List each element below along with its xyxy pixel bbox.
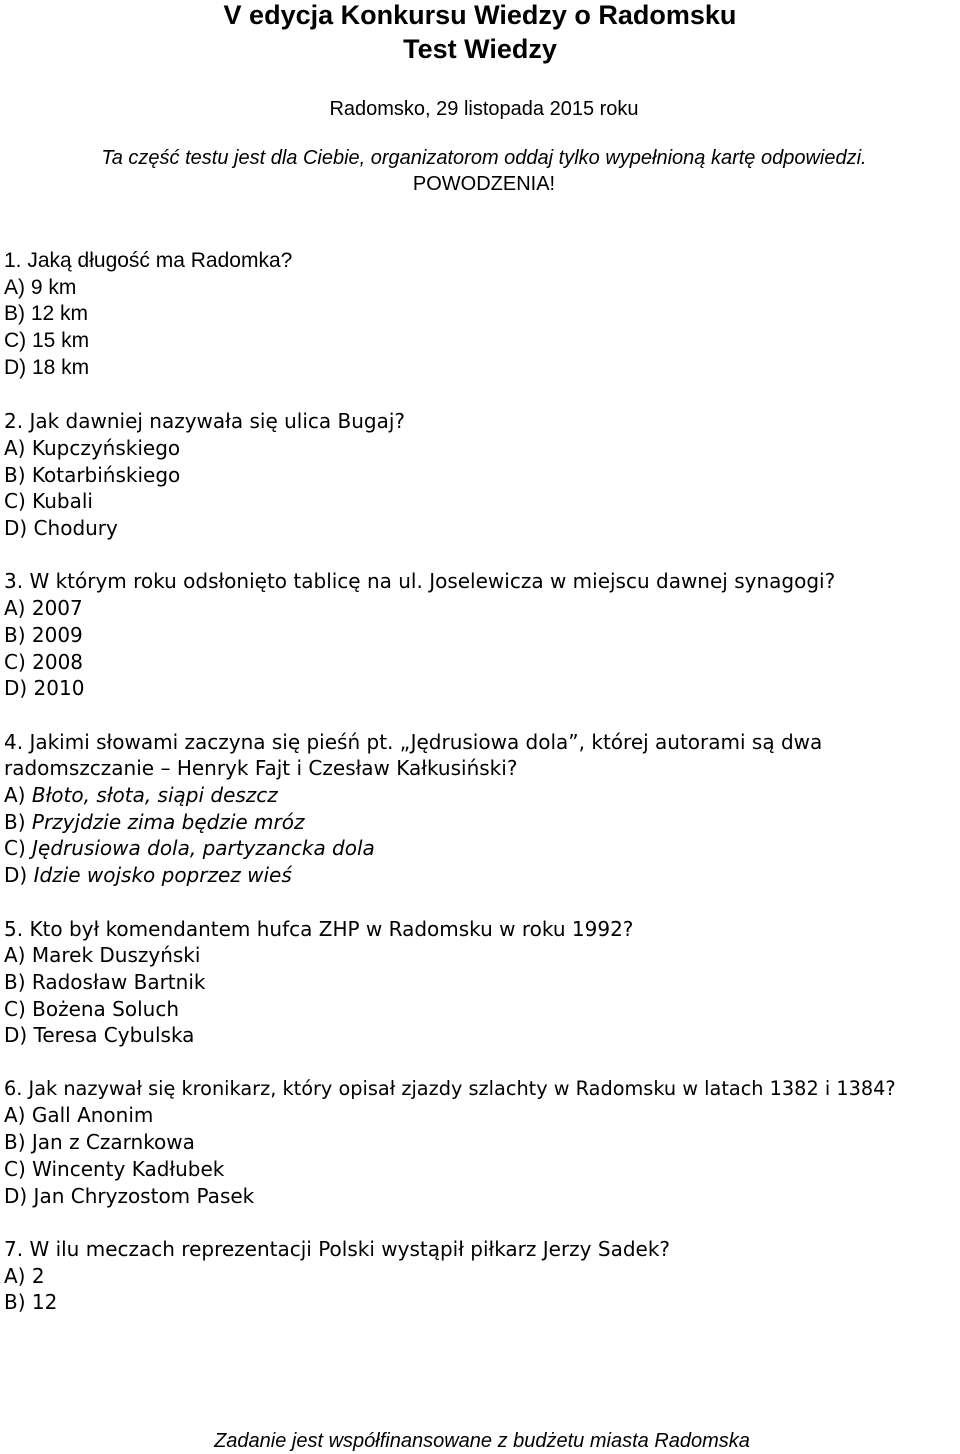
question-4 <box>4 729 960 889</box>
question-list <box>4 248 960 1343</box>
question-7 <box>4 1236 960 1316</box>
answer-text: Błoto, słota, siąpi deszcz <box>31 783 278 808</box>
question-text: 6. Jak nazywał się kronikarz, który opisał zjazdy szlachty w Radomsku w latach 1382 i 1384? <box>4 1076 896 1100</box>
question-2 <box>4 408 960 542</box>
answer-option: B) Jan z Czarnkowa <box>4 1130 195 1155</box>
answer-option: B) 12 km <box>4 302 89 326</box>
answer-option <box>4 782 960 809</box>
question-text: 3. W którym roku odsłonięto tablicę na ul. Joselewicza w miejscu dawnej synagogi? <box>4 569 836 594</box>
answer-letter: D) <box>4 863 28 888</box>
question-6 <box>4 1076 960 1210</box>
question-5 <box>4 916 960 1050</box>
contest-title: V edycja Konkursu Wiedzy o Radomsku <box>223 0 737 30</box>
answer-option: C) 15 km <box>4 329 90 353</box>
question-text: 5. Kto był komendantem hufca ZHP w Radomsku w roku 1992? <box>4 916 634 941</box>
question-text: 4. Jakimi słowami zaczyna się pieśń pt. „Jędrusiowa dola”, której autorami są dwa radomszczanie – Henryk Fajt i Czesław Kałkusiński? <box>4 729 823 781</box>
answer-letter: A) <box>4 783 26 808</box>
answer-option: B) Kotarbińskiego <box>4 462 181 487</box>
answer-option: D) 2010 <box>4 676 85 701</box>
answer-option: A) Kupczyńskiego <box>4 435 181 460</box>
answer-option: A) Marek Duszyński <box>4 943 201 968</box>
test-date: Radomsko, 29 listopada 2015 roku <box>329 98 639 120</box>
answer-option: D) 18 km <box>4 355 90 379</box>
answer-option: D) Chodury <box>4 516 118 541</box>
answer-option: B) 12 <box>4 1290 58 1315</box>
answer-option: A) Gall Anonim <box>4 1103 154 1128</box>
answer-option: B) 2009 <box>4 622 83 647</box>
answer-option: D) Jan Chryzostom Pasek <box>4 1183 255 1208</box>
instructions: Ta część testu jest dla Ciebie, organizatorom oddaj tylko wypełnioną kartę odpowiedzi. <box>101 147 867 169</box>
question-text: 7. W ilu meczach reprezentacji Polski wystąpił piłkarz Jerzy Sadek? <box>4 1236 671 1261</box>
question-text: 1. Jaką długość ma Radomka? <box>4 249 293 272</box>
answer-option: B) Radosław Bartnik <box>4 969 206 994</box>
question-1 <box>4 248 960 382</box>
answer-option: D) Teresa Cybulska <box>4 1023 195 1048</box>
answer-option: C) Wincenty Kadłubek <box>4 1156 225 1181</box>
question-3 <box>4 568 960 702</box>
question-text: 2. Jak dawniej nazywała się ulica Bugaj? <box>4 409 406 434</box>
intro-text <box>0 145 960 197</box>
answer-text: Idzie wojsko poprzez wieś <box>33 863 292 888</box>
answer-text: Jędrusiowa dola, partyzancka dola <box>32 836 375 861</box>
answer-option: A) 2007 <box>4 596 83 621</box>
answer-text: Przyjdzie zima będzie mróz <box>31 809 305 834</box>
test-title: Test Wiedzy <box>403 34 557 64</box>
answer-option: C) Kubali <box>4 489 93 514</box>
answer-letter: B) <box>4 809 26 834</box>
answer-letter: C) <box>4 836 26 861</box>
answer-option: C) Bożena Soluch <box>4 996 180 1021</box>
funding-note: Zadanie jest współfinansowane z budżetu miasta Radomska <box>214 1430 750 1452</box>
answer-option: A) 9 km <box>4 275 77 299</box>
good-luck: POWODZENIA! <box>412 173 556 195</box>
answer-option: A) 2 <box>4 1263 45 1288</box>
answer-option <box>4 835 960 862</box>
answer-option <box>4 809 960 836</box>
answer-option <box>4 862 960 889</box>
answer-option: C) 2008 <box>4 649 84 674</box>
